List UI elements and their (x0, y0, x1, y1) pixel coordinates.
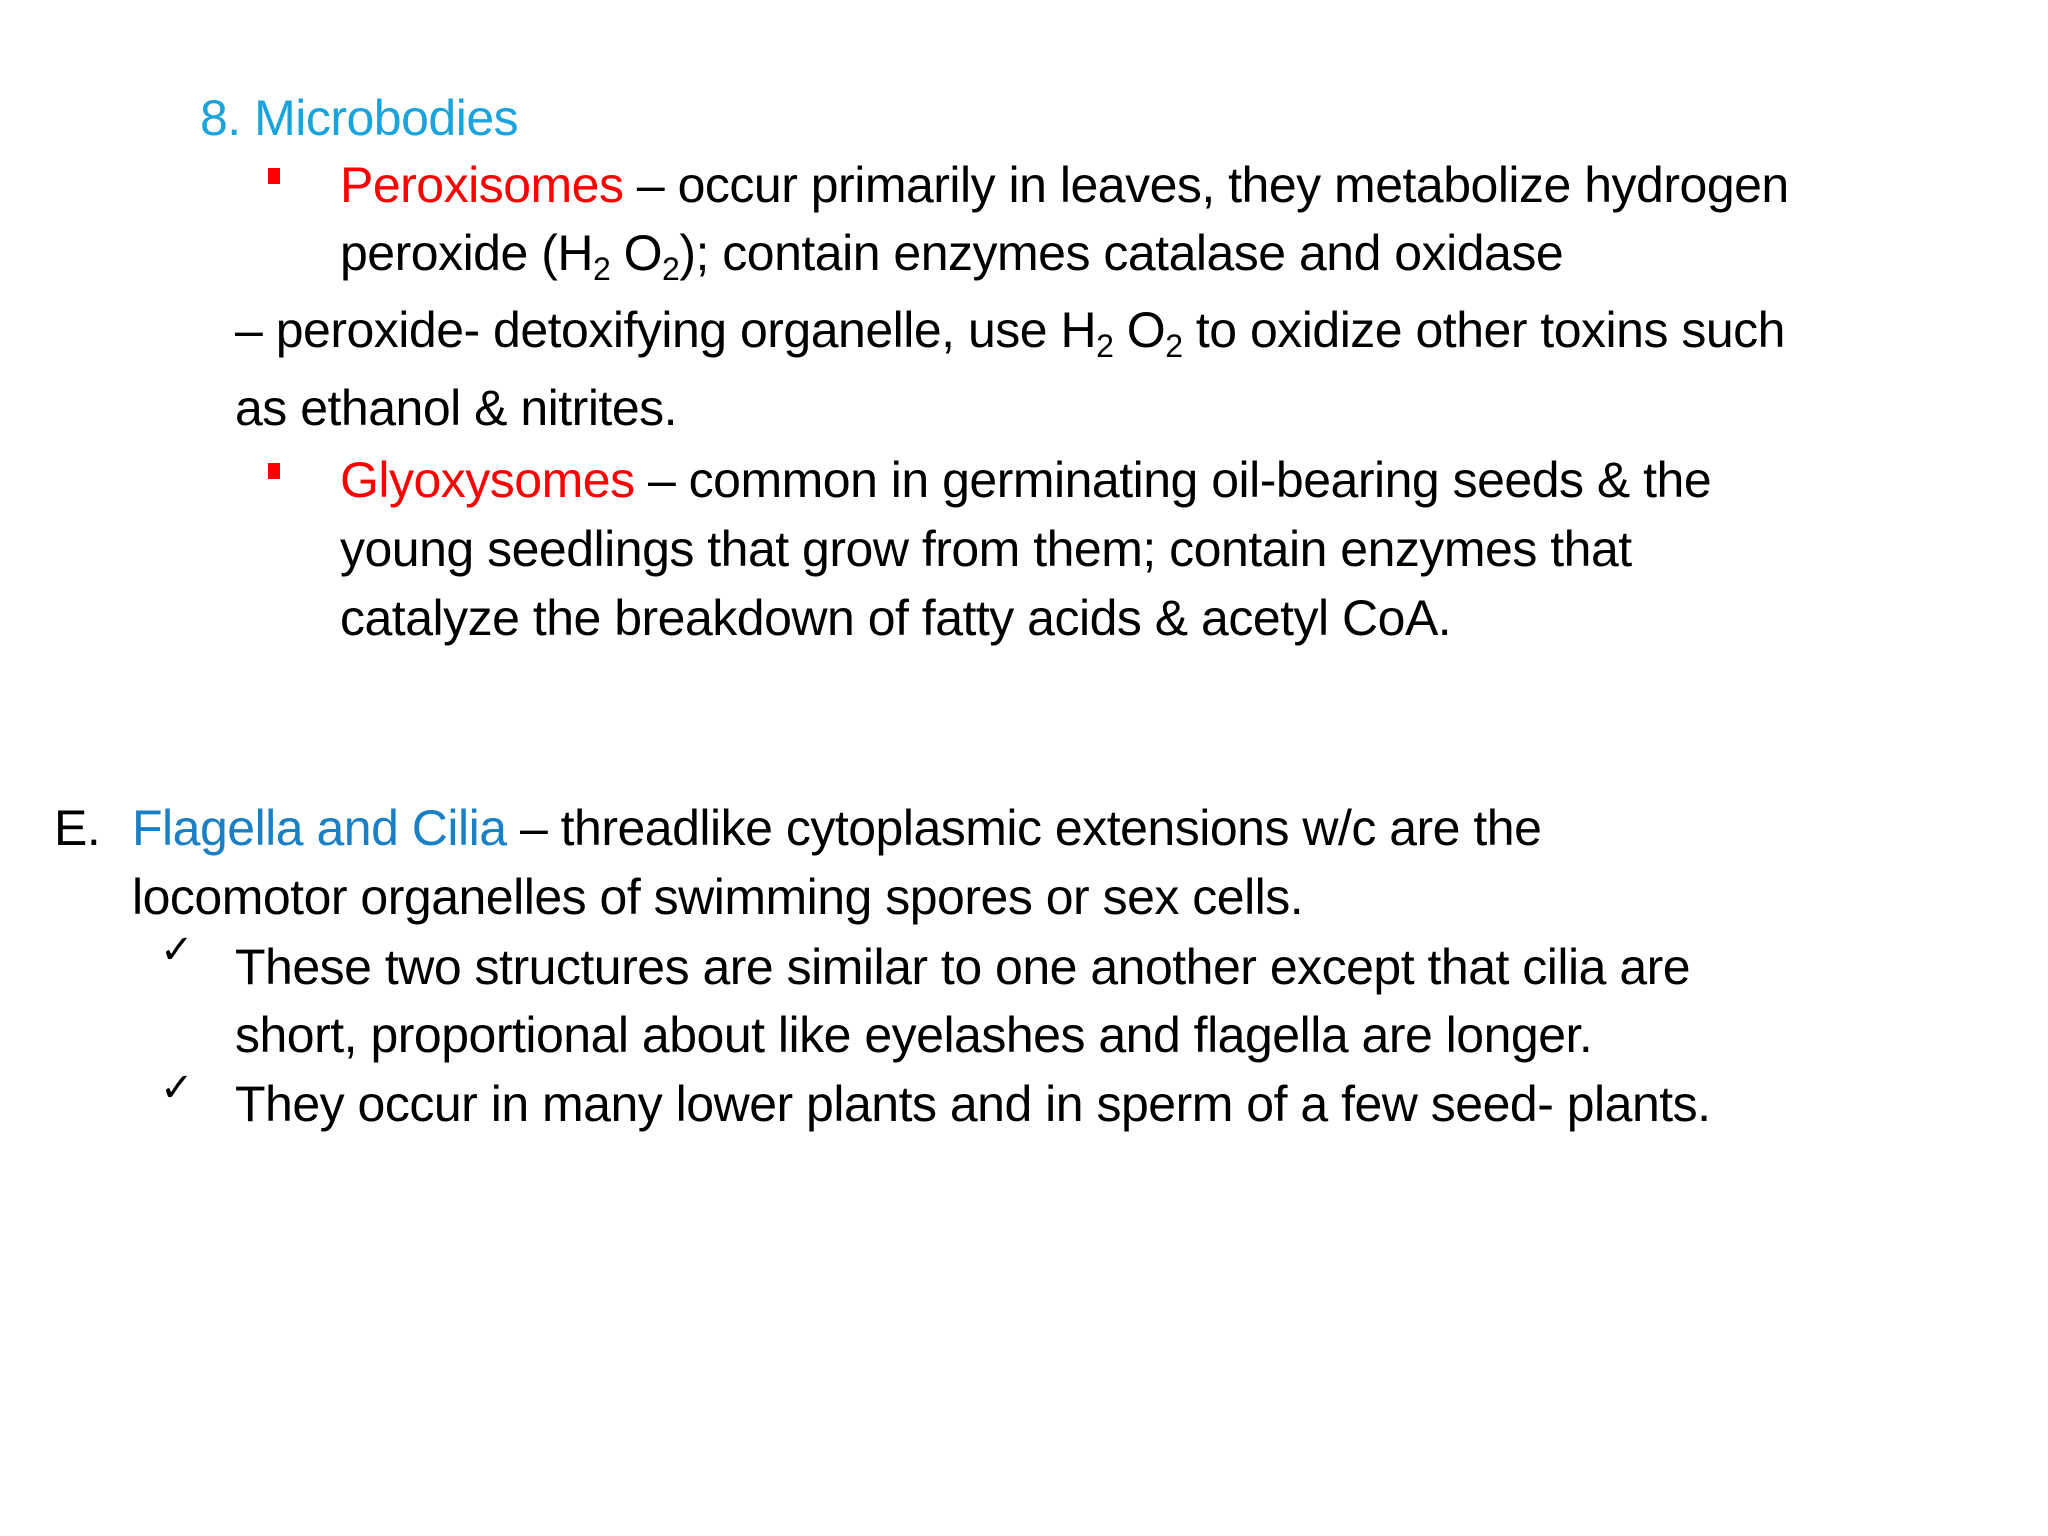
section-e-line-1 (132, 796, 1541, 860)
section-heading-microbodies: 8. Microbodies (200, 90, 519, 146)
flagella-cilia-desc: – threadlike cytoplasmic extensions w/c are the (506, 800, 1542, 856)
subscript: 2 (1165, 328, 1183, 364)
square-bullet-icon (268, 463, 280, 479)
checkmark-icon: ✓ (160, 927, 194, 973)
detox-line-2: as ethanol & nitrites. (235, 380, 678, 436)
glyoxysomes-line-3: catalyze the breakdown of fatty acids & acetyl CoA. (340, 590, 1452, 646)
subscript: 2 (592, 251, 611, 287)
text-fragment: – peroxide- detoxifying organelle, use H (235, 302, 1097, 358)
text-fragment: ); contain enzymes catalase and oxidase (679, 225, 1564, 281)
text-fragment: to oxidize other toxins such (1182, 302, 1785, 358)
peroxisomes-term: Peroxisomes (340, 157, 624, 213)
checkmark-icon: ✓ (160, 1065, 194, 1111)
subscript: 2 (1096, 328, 1114, 364)
section-e-label: E. (54, 800, 101, 856)
check-item-2-line-1: They occur in many lower plants and in sperm of a few seed- plants. (235, 1076, 1711, 1132)
section-e-line-2: locomotor organelles of swimming spores or sex cells. (132, 869, 1304, 925)
flagella-cilia-term: Flagella and Cilia (132, 800, 507, 856)
peroxisomes-desc: – occur primarily in leaves, they metabolize hydrogen (623, 157, 1789, 213)
glyoxysomes-term: Glyoxysomes (340, 452, 635, 508)
detox-line-1 (235, 298, 1785, 362)
check-item-1-line-1: These two structures are similar to one another except that cilia are (235, 939, 1691, 995)
glyoxysomes-line-1 (340, 448, 1711, 512)
subscript: 2 (662, 251, 680, 287)
peroxisomes-line-2 (340, 221, 1563, 285)
peroxisomes-line-1 (340, 153, 1789, 217)
glyoxysomes-line-2: young seedlings that grow from them; contain enzymes that (340, 521, 1632, 577)
check-item-1-line-2: short, proportional about like eyelashes and flagella are longer. (235, 1007, 1593, 1063)
text-fragment: O (610, 225, 663, 281)
text-fragment: O (1113, 302, 1166, 358)
glyoxysomes-desc: – common in germinating oil-bearing seeds & the (634, 452, 1712, 508)
square-bullet-icon (268, 168, 280, 184)
text-fragment: peroxide (H (340, 225, 593, 281)
